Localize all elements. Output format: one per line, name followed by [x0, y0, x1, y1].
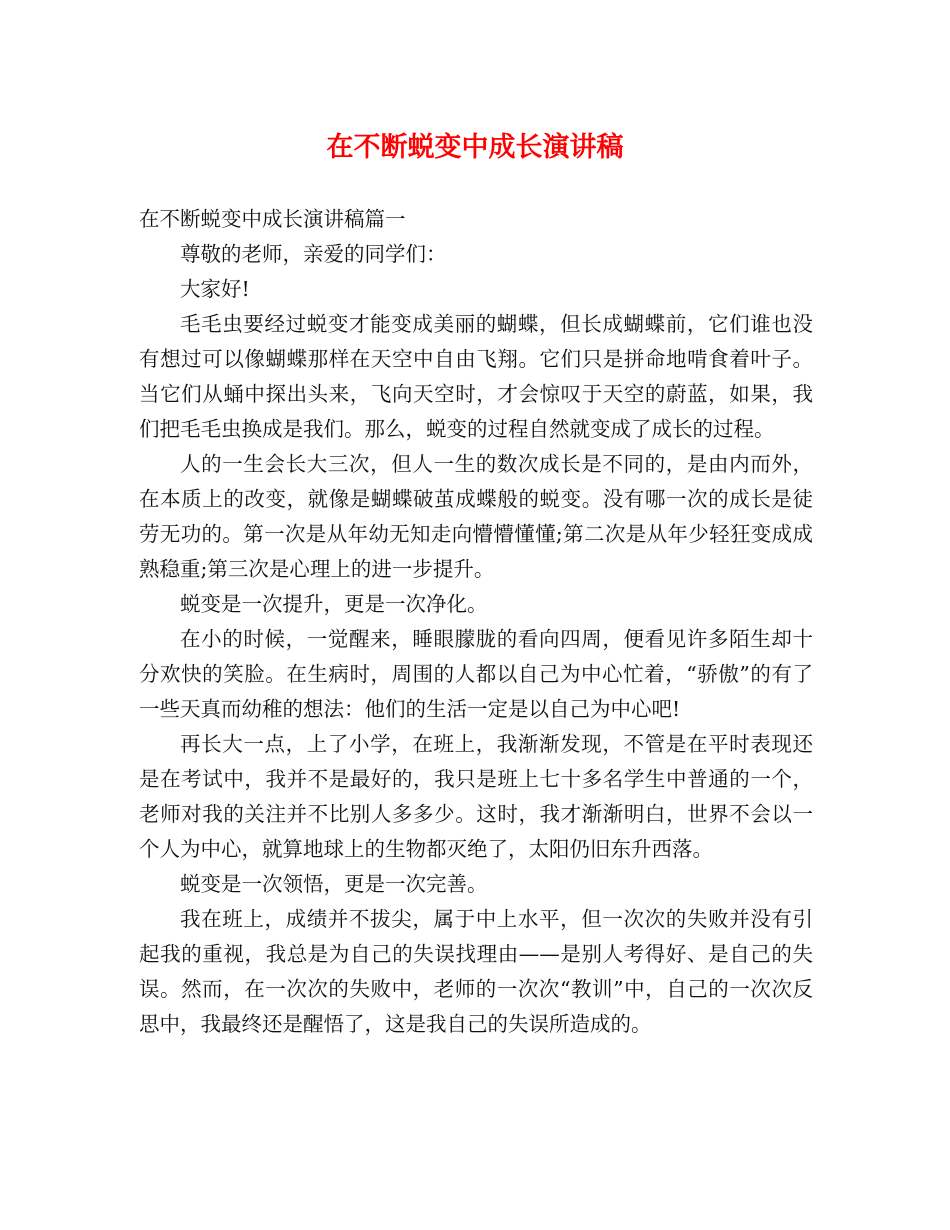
greeting-line: 尊敬的老师，亲爱的同学们：: [180, 242, 447, 266]
paragraph: 在小的时候，一觉醒来，睡眼朦胧的看向四周，便看见许多陌生却十分欢快的笑脸。在生病时，周围的人都以自己为中心忙着，“骄傲”的有了一些天真而幼稚的想法：他们的生活一定是以自己为中心吧!: [139, 627, 813, 721]
paragraph: 我在班上，成绩并不拔尖，属于中上水平，但一次次的失败并没有引起我的重视，我总是为自己的失误找理由——是别人考得好、是自己的失误。然而，在一次次的失败中，老师的一次次“教训”中，自己的一次次反思中，我最终还是醒悟了，这是我自己的失误所造成的。: [139, 907, 813, 1036]
section-heading: 在不断蜕变中成长演讲稿篇一: [139, 207, 406, 231]
paragraph: 人的一生会长大三次，但人一生的数次成长是不同的，是由内而外，在本质上的改变，就像是蝴蝶破茧成蝶般的蜕变。没有哪一次的成长是徒劳无功的。第一次是从年幼无知走向懵懵懂懂;第二次是从年少轻狂变成成熟稳重;第三次是心理上的进一步提升。: [139, 452, 813, 581]
document-title: 在不断蜕变中成长演讲稿: [326, 132, 624, 163]
document-body: [139, 202, 813, 1042]
salutation-line: 大家好!: [180, 277, 250, 301]
paragraph: 再长大一点，上了小学，在班上，我渐渐发现，不管是在平时表现还是在考试中，我并不是最好的，我只是班上七十多名学生中普通的一个，老师对我的关注并不比别人多多少。这时，我才渐渐明白，世界不会以一个人为中心，就算地球上的生物都灭绝了，太阳仍旧东升西落。: [139, 732, 813, 861]
paragraph: 毛毛虫要经过蜕变才能变成美丽的蝴蝶，但长成蝴蝶前，它们谁也没有想过可以像蝴蝶那样在天空中自由飞翔。它们只是拼命地啃食着叶子。当它们从蛹中探出头来，飞向天空时，才会惊叹于天空的蔚蓝，如果，我们把毛毛虫换成是我们。那么，蜕变的过程自然就变成了成长的过程。: [139, 312, 813, 441]
paragraph: 蜕变是一次提升，更是一次净化。: [180, 592, 488, 616]
paragraph: 蜕变是一次领悟，更是一次完善。: [180, 872, 488, 896]
